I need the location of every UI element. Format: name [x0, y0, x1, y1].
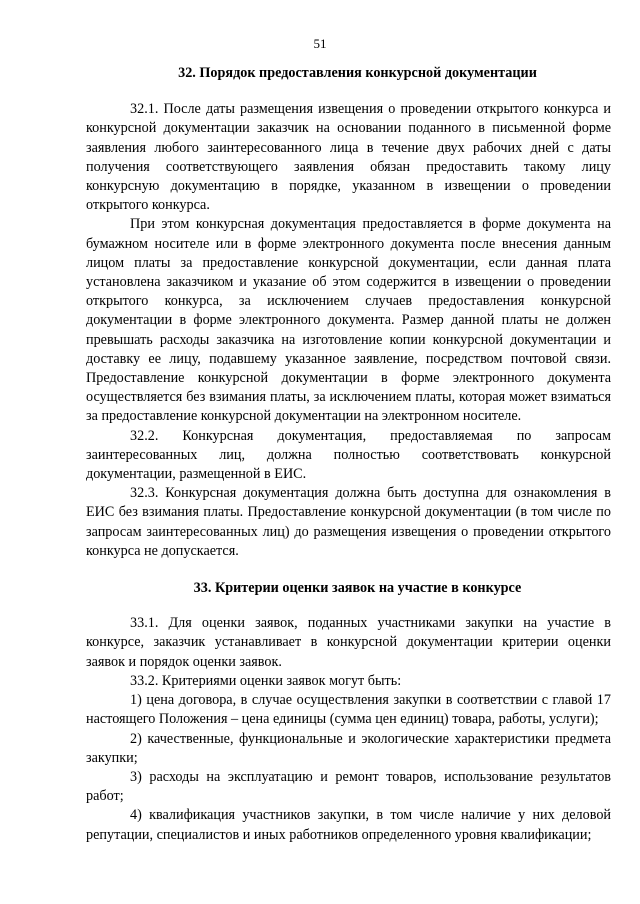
- paragraph-32-3: 32.3. Конкурсная документация должна быть доступна для ознакомления в ЕИС без взимания платы. Предоставление конкурсной документации (в том числе по запросам заинтересованных лиц) до размещения извещения о проведении открытого конкурса не допускается.: [86, 485, 611, 559]
- paragraph-32-1: 32.1. После даты размещения извещения о проведении открытого конкурса и конкурсной документации заказчик на основании поданного в письменной форме заявления любого заинтересованного лица в течение двух рабочих дней с даты получения соответствующего заявления обязан предоставить такому лицу конкурсную документацию в порядке, указанном в извещении о проведении открытого конкурса.: [86, 101, 611, 214]
- paragraph-32-1-cont: При этом конкурсная документация предоставляется в форме документа на бумажном носителе или в форме электронного документа после внесения данным лицом платы за предоставление конкурсной документации, если данная плата установлена заказчиком и указание об этом содержится в извещении о проведении открытого конкурса, за исключением случаев предоставления конкурсной документации в форме электронного документа. Размер данной платы не должен превышать расходы заказчика на изготовление копии конкурсной документации и доставку ее лицу, подавшему указанное заявление, посредством почтовой связи. Предоставление конкурсной документации в форме электронного документа осуществляется без взимания платы, за исключением платы, которая может взиматься за предоставление конкурсной документации на электронном носителе.: [86, 216, 611, 425]
- section-32-heading: 32. Порядок предоставления конкурсной документации: [178, 65, 537, 81]
- paragraph-33-1: 33.1. Для оценки заявок, поданных участниками закупки на участие в конкурсе, заказчик устанавливает в конкурсной документации критерии оценки заявок и порядок оценки заявок.: [86, 615, 611, 670]
- document-body: [86, 64, 611, 845]
- section-33-heading: 33. Критерии оценки заявок на участие в конкурсе: [193, 580, 522, 597]
- list-item-criterion-1: 1) цена договора, в случае осуществления закупки в соответствии с главой 17 настоящего Положения – цена единицы (сумма цен единиц) товара, работы, услуги);: [86, 692, 611, 728]
- list-item-criterion-3: 3) расходы на эксплуатацию и ремонт товаров, использование результатов работ;: [86, 768, 611, 805]
- page-number: 51: [313, 36, 327, 51]
- list-item-criterion-2: 2) качественные, функциональные и экологические характеристики предмета закупки;: [86, 730, 611, 766]
- paragraph-32-2: 32.2. Конкурсная документация, предоставляемая по запросам заинтересованных лиц, должна полностью соответствовать конкурсной документации, размещенной в ЕИС.: [86, 427, 611, 483]
- paragraph-33-2: 33.2. Критериями оценки заявок могут быть:: [130, 672, 402, 689]
- list-item-criterion-4: 4) квалификация участников закупки, в том числе наличие у них деловой репутации, специалистов и иных работников определенного уровня квалификации;: [86, 807, 611, 843]
